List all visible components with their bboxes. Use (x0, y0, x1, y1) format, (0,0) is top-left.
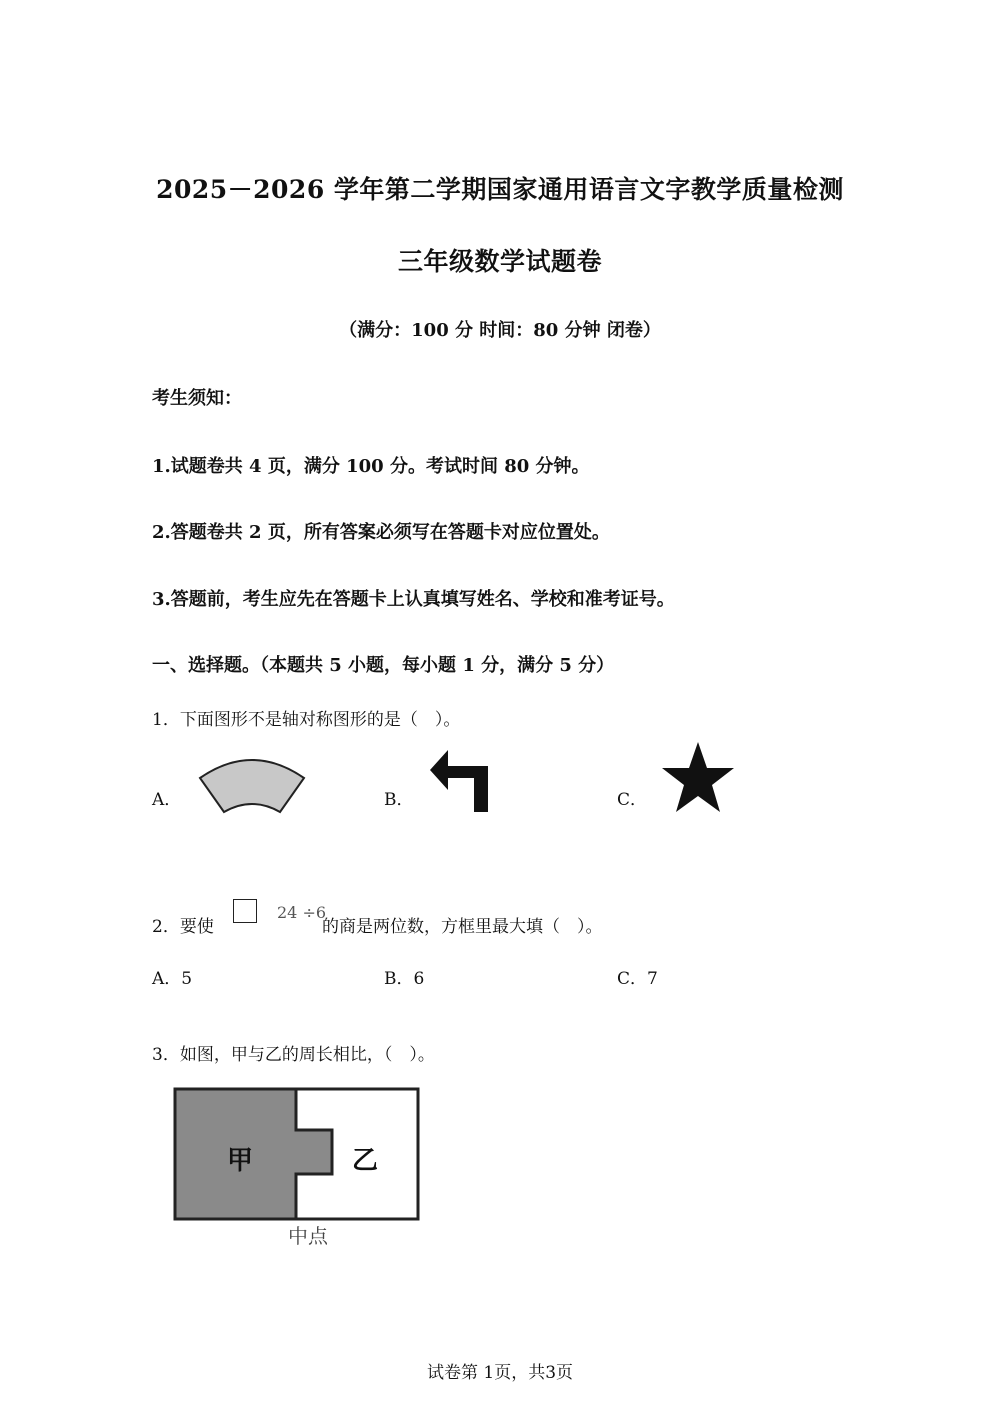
q2-option-b: B．6 (384, 969, 425, 989)
q2-expression: 24 ÷6 (277, 903, 327, 922)
section-heading: 一、选择题。（本题共 5 小题，每小题 1 分，满分 5 分） (152, 655, 615, 676)
q2-suffix: 的商是两位数，方框里最大填（ ）。 (322, 917, 603, 937)
q2-option-c: C．7 (617, 969, 658, 989)
q2-prefix: 2．要使 (152, 917, 214, 937)
star-icon (660, 740, 736, 814)
notice-item-1: 1.试题卷共 4 页，满分 100 分。考试时间 80 分钟。 (152, 456, 590, 477)
perimeter-figure (172, 1086, 422, 1224)
figure-label-yi: 乙 (352, 1146, 379, 1176)
fan-shape-icon (196, 752, 308, 816)
notice-item-3: 3.答题前，考生应先在答题卡上认真填写姓名、学校和准考证号。 (152, 589, 675, 610)
exam-info: （满分：100 分 时间：80 分钟 闭卷） (339, 320, 661, 341)
notice-heading: 考生须知： (152, 388, 242, 409)
blank-box (233, 899, 257, 923)
question-1: 1．下面图形不是轴对称图形的是（ ）。 (152, 710, 461, 730)
q1-option-a-label: A． (152, 790, 182, 810)
figure-label-midpoint: 中点 (288, 1224, 328, 1248)
figure-label-jia: 甲 (227, 1146, 254, 1176)
notice-item-2: 2.答题卷共 2 页，所有答案必须写在答题卡对应位置处。 (152, 522, 610, 543)
q1-option-c-label: C． (617, 790, 648, 810)
q1-option-b-label: B． (384, 790, 414, 810)
question-3: 3．如图，甲与乙的周长相比，（ ）。 (152, 1045, 435, 1065)
page-footer: 试卷第 1页，共3页 (426, 1363, 574, 1383)
exam-title: 2025－2026 学年第二学期国家通用语言文字教学质量检测 (156, 175, 844, 204)
q2-option-a: A．5 (152, 969, 193, 989)
exam-subtitle: 三年级数学试题卷 (397, 247, 602, 276)
turn-left-arrow-icon (428, 748, 492, 814)
